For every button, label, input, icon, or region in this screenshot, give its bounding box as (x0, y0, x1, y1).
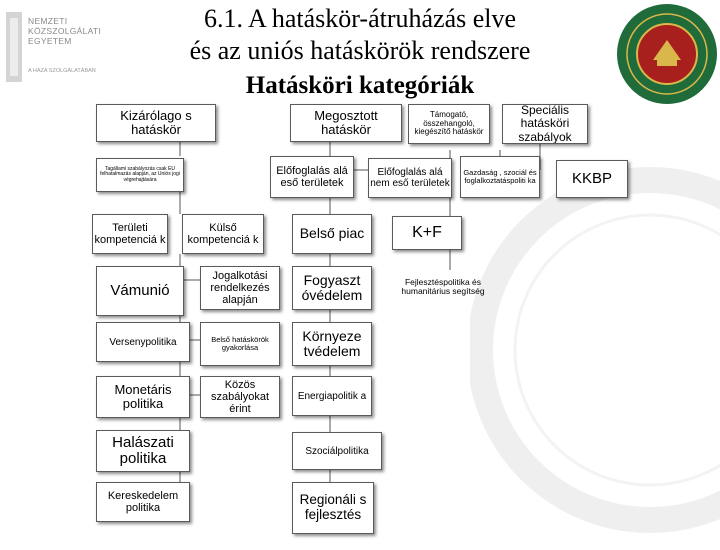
legislative-provision-box: Jogalkotási rendelkezés alapján (200, 266, 280, 310)
fisheries-policy-box: Halászati politika (96, 430, 190, 472)
regional-development-box: Regionáli s fejlesztés (292, 482, 374, 534)
member-state-regulation-box: Tagállami szabályozás csak EU felhatalmazás alapján, az Uniós jogi végrehajtására (96, 158, 184, 192)
slide-title-line2: és az uniós hatáskörök rendszere (189, 36, 531, 65)
environment-protection-box: Környeze tvédelem (292, 322, 372, 366)
competition-policy-box: Versenypolitika (96, 322, 190, 362)
logo-text-line1: NEMZETI (28, 16, 68, 26)
research-development-box: K+F (392, 216, 462, 250)
logo-tagline: A HAZA SZOLGÁLATÁBAN (28, 68, 96, 74)
internal-competences-exercise-box: Belső hatáskörök gyakorlása (200, 322, 280, 366)
monetary-policy-box: Monetáris politika (96, 376, 190, 418)
special-rules-box: Speciális hatásköri szabályok (502, 104, 588, 144)
logo-text-line2: KÖZSZOLGÁLATI (28, 26, 102, 37)
slide-subtitle: Hatásköri kategóriák (245, 72, 475, 99)
customs-union-box: Vámunió (96, 266, 184, 316)
slide-title-line1: 6.1. A hatáskör-átruházás elve (203, 4, 517, 33)
consumer-protection-box: Fogyaszt óvédelem (292, 266, 372, 310)
logo-text-line3: EGYETEM (28, 36, 72, 47)
trade-policy-box: Kereskedelem politika (96, 482, 190, 522)
supporting-competence-box: Támogató, összehangoló, kiegészítő hatáskör (408, 104, 490, 144)
common-rules-box: Közös szabályokat érint (200, 376, 280, 418)
cfsp-box: KKBP (556, 160, 628, 198)
economic-social-policy-box: Gazdaság , szociál és foglalkoztatáspoliti ka (460, 156, 540, 198)
development-humanitarian-box: Fejlesztéspolitika és humanitárius segítség (401, 276, 485, 296)
pre-emption-areas-box: Előfoglalás alá eső területek (270, 156, 354, 198)
energy-policy-box: Energiapolitik a (292, 376, 372, 416)
social-policy-box: Szociálpolitika (292, 432, 382, 470)
exclusive-competence-box: Kizárólago s hatáskör (96, 104, 216, 142)
external-competences-box: Külső kompetenciá k (182, 214, 264, 254)
territorial-competences-box: Területi kompetenciá k (92, 214, 168, 254)
non-pre-emption-areas-box: Előfoglalás alá nem eső területek (368, 158, 452, 198)
shared-competence-box: Megosztott hatáskör (290, 104, 402, 142)
internal-market-box: Belső piac (292, 214, 372, 254)
